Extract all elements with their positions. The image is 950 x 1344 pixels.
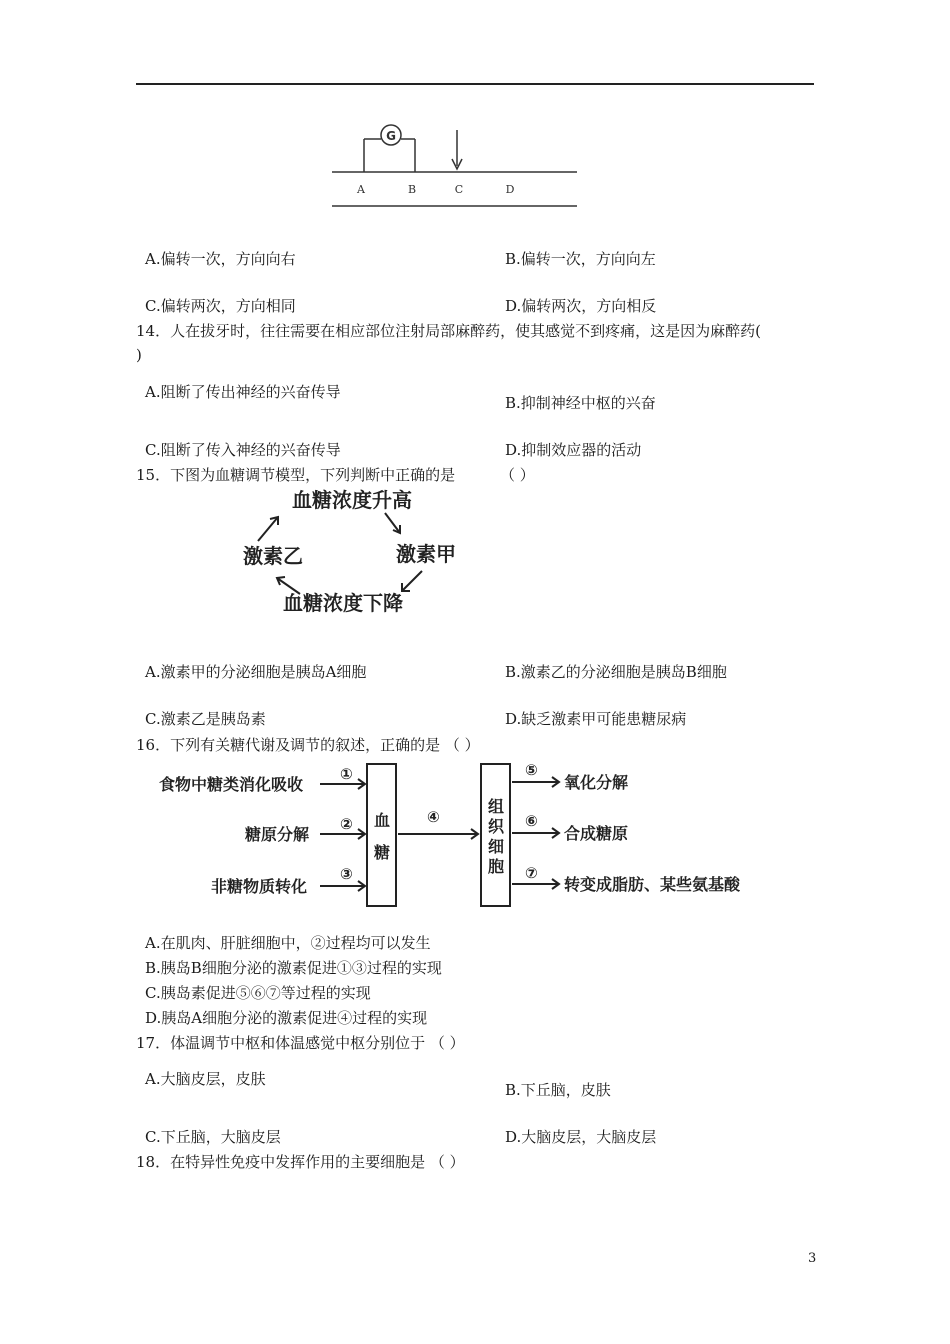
point-a-label: A [357,183,365,196]
point-b-label: B [407,183,417,196]
q14-option-d: D.抑制效应器的活动 [505,441,642,459]
galvanometer-label: G [386,129,396,143]
q15-option-d: D.缺乏激素甲可能患糖尿病 [505,710,687,728]
q15-stem: 15．下图为血糖调节模型，下列判断中正确的是 [136,466,456,484]
point-d-label: D [505,183,515,196]
diagram-bottom-node: 血糖浓度下降 [283,591,403,615]
process-5-label: ⑤ [525,761,538,779]
blood-sugar-char-2: 糖 [373,843,391,862]
q16-option-a: A.在肌肉、肝脏细胞中，②过程均可以发生 [145,934,431,952]
q13-option-b: B.偏转一次，方向向左 [505,250,656,268]
q17-option-a: A.大脑皮层，皮肤 [145,1070,266,1088]
q15-option-a: A.激素甲的分泌细胞是胰岛A细胞 [145,663,367,681]
q14-stem-line2: ) [136,346,142,364]
q14-stem-line1: 14．人在拔牙时，往往需要在相应部位注射局部麻醉药，使其感觉不到疼痛，这是因为麻醉药( [136,322,761,340]
q16-option-b: B.胰岛B细胞分泌的激素促进①③过程的实现 [145,959,442,977]
q14-option-a: A.阻断了传出神经的兴奋传导 [145,383,341,401]
diagram-top-node: 血糖浓度升高 [292,488,412,512]
blood-sugar-box [367,764,396,906]
q14-option-b: B.抑制神经中枢的兴奋 [505,394,656,412]
diagram-right-node: 激素甲 [396,542,456,566]
process-4-label: ④ [427,808,440,826]
q17-option-c: C.下丘脑，大脑皮层 [145,1128,281,1146]
q17-stem: 17．体温调节中枢和体温感觉中枢分别位于 （ ） [136,1034,465,1052]
q13-option-c: C.偏转两次，方向相同 [145,297,296,315]
q15-option-b: B.激素乙的分泌细胞是胰岛B细胞 [505,663,727,681]
source-food-digestion: 食物中糖类消化吸收 [159,775,304,794]
nerve-galvanometer-figure [330,118,580,210]
output-oxidation: 氧化分解 [564,773,629,792]
process-3-label: ③ [340,865,353,883]
q13-option-a: A.偏转一次，方向向右 [145,250,296,268]
q13-option-d: D.偏转两次，方向相反 [505,297,657,315]
point-c-label: C [454,183,464,196]
q16-stem: 16．下列有关糖代谢及调节的叙述，正确的是 （ ） [136,736,480,754]
tissue-cell-char-2: 织 [487,817,505,836]
process-1-label: ① [340,765,353,783]
source-glycogen-breakdown: 糖原分解 [245,825,310,844]
blood-sugar-cycle-diagram [230,485,470,620]
q14-option-c: C.阻断了传入神经的兴奋传导 [145,441,341,459]
source-non-sugar-conversion: 非糖物质转化 [211,877,308,896]
glucose-metabolism-diagram [155,760,765,910]
process-7-label: ⑦ [525,864,538,882]
q15-option-c: C.激素乙是胰岛素 [145,710,266,728]
output-fat-amino-acids: 转变成脂肪、某些氨基酸 [564,875,741,894]
q17-option-b: B.下丘脑，皮肤 [505,1081,611,1099]
output-glycogen-synthesis: 合成糖原 [564,824,629,843]
q16-option-d: D.胰岛A细胞分泌的激素促进④过程的实现 [145,1009,428,1027]
tissue-cell-char-4: 胞 [487,857,505,876]
q18-stem: 18．在特异性免疫中发挥作用的主要细胞是 （ ） [136,1153,465,1171]
tissue-cell-char-1: 组 [487,797,505,816]
q15-answer-paren: （ ） [500,466,535,484]
header-rule [136,83,814,85]
process-2-label: ② [340,815,353,833]
blood-sugar-char-1: 血 [373,811,391,830]
q16-option-c: C.胰岛素促进⑤⑥⑦等过程的实现 [145,984,371,1002]
process-6-label: ⑥ [525,812,538,830]
diagram-left-node: 激素乙 [243,544,303,568]
page-number: 3 [808,1251,817,1266]
tissue-cell-char-3: 细 [487,837,505,856]
q17-option-d: D.大脑皮层，大脑皮层 [505,1128,657,1146]
